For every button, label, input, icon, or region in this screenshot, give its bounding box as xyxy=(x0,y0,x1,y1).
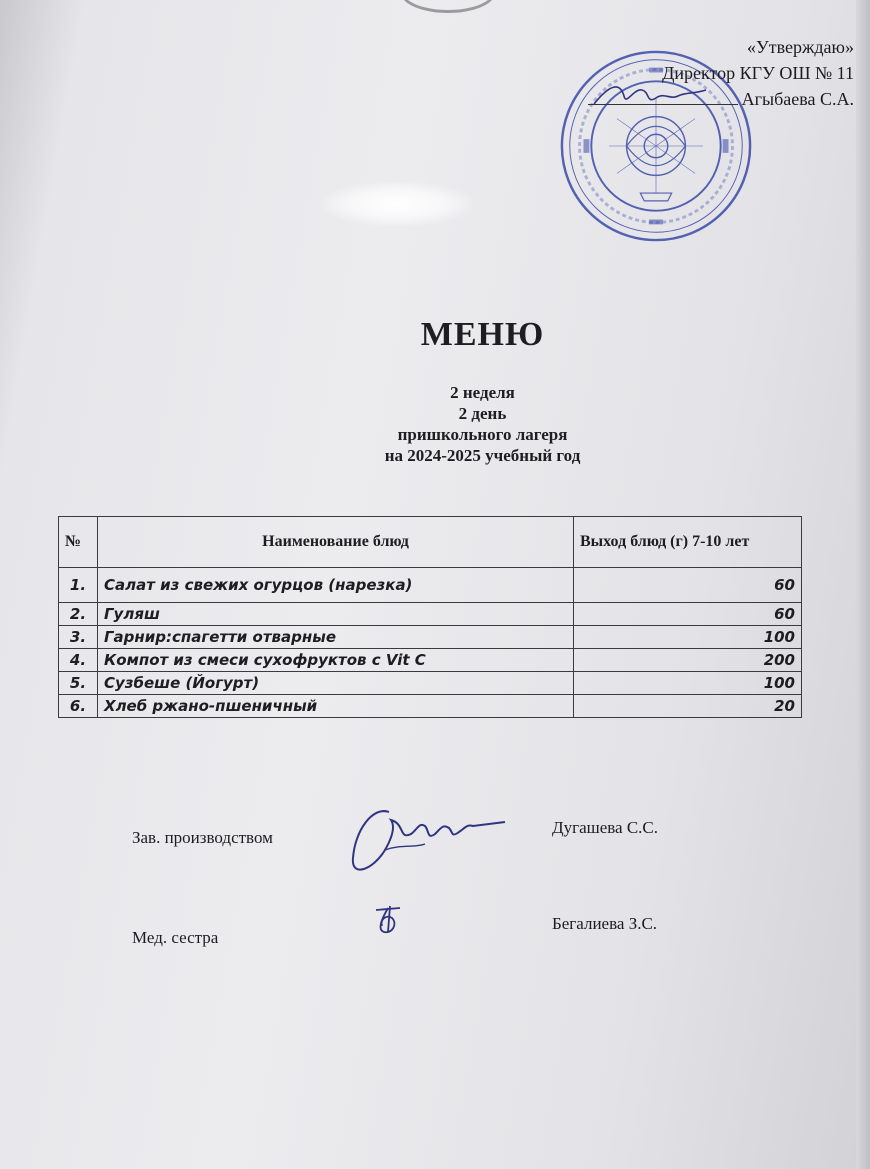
menu-table xyxy=(58,516,802,718)
table-row xyxy=(59,695,802,718)
row-dish: Салат из свежих огурцов (нарезка) xyxy=(98,568,574,603)
header-portion: Выход блюд (г) 7-10 лет xyxy=(574,517,802,568)
director-signature-icon xyxy=(590,78,710,114)
row-portion: 200 xyxy=(574,649,802,672)
row-portion: 20 xyxy=(574,695,802,718)
table-row xyxy=(59,568,802,603)
paper-hole xyxy=(400,0,496,13)
table-row xyxy=(59,603,802,626)
row-number: 4. xyxy=(59,649,98,672)
header-dish-name: Наименование блюд xyxy=(98,517,574,568)
nurse-signature-icon xyxy=(370,902,410,936)
row-number: 1. xyxy=(59,568,98,603)
row-number: 3. xyxy=(59,626,98,649)
table-row xyxy=(59,626,802,649)
table-header-row xyxy=(59,517,802,568)
row-number: 2. xyxy=(59,603,98,626)
approval-heading: «Утверждаю» xyxy=(746,37,854,57)
row-dish: Сузбеше (Йогурт) xyxy=(98,672,574,695)
subtitle-week: 2 неделя xyxy=(450,383,515,402)
subtitle-day: 2 день xyxy=(458,404,507,423)
production-head-role: Зав. производством xyxy=(132,828,273,847)
approval-position: Директор КГУ ОШ № 11 xyxy=(662,63,854,83)
table-row xyxy=(59,672,802,695)
table-row xyxy=(59,649,802,672)
light-glare xyxy=(322,182,472,226)
row-number: 6. xyxy=(59,695,98,718)
row-dish: Гуляш xyxy=(98,603,574,626)
sheet-edge xyxy=(856,0,870,1169)
row-dish: Компот из смеси сухофруктов с Vit C xyxy=(98,649,574,672)
nurse-role: Мед. сестра xyxy=(132,928,219,947)
row-number: 5. xyxy=(59,672,98,695)
nurse-name: Бегалиева З.С. xyxy=(552,914,658,933)
subtitle-camp: пришкольного лагеря xyxy=(397,425,568,444)
row-dish: Гарнир:спагетти отварные xyxy=(98,626,574,649)
row-portion: 60 xyxy=(574,603,802,626)
row-portion: 100 xyxy=(574,672,802,695)
approval-name: Агыбаева С.А. xyxy=(741,89,854,109)
subtitle-year: на 2024-2025 учебный год xyxy=(384,446,581,465)
row-portion: 100 xyxy=(574,626,802,649)
production-head-name: Дугашева С.С. xyxy=(552,818,659,837)
production-head-signature-icon xyxy=(345,800,510,882)
page-title: МЕНЮ xyxy=(420,316,545,353)
row-dish: Хлеб ржано-пшеничный xyxy=(98,695,574,718)
row-portion: 60 xyxy=(574,568,802,603)
header-number: № xyxy=(59,517,98,568)
